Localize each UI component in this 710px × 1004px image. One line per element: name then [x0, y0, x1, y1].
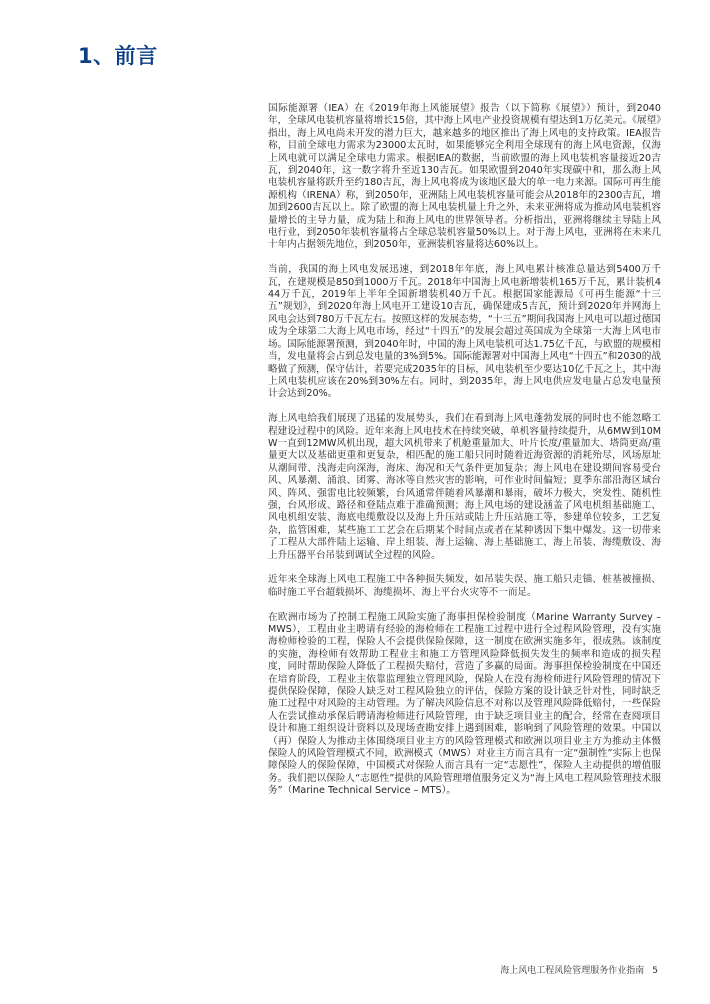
paragraph-mws-mts: 在欧洲市场为了控制工程施工风险实施了海事担保检验制度（Marine Warranty Survey – MWS），工程由业主聘请有经验的海检师在工程施工过程中进行全过程风险管理，没有实施海检师检验的工程，保险人不会提供保险保障，这一制度在欧洲实施多年，很成熟。该制度的实施，海检师有效帮助工程业主和施工方管理风险降低损失发生的频率和造成的损失程度，同时帮助保险人降低了工程损失赔付，营造了多赢的局面。海事担保检验制度在中国还在培育阶段，工程业主依靠监理独立管理风险，保险人在没有海检师进行风险管理的情况下提供保险保障，保险人缺乏对工程风险独立的评估，保险方案的设计缺乏针对性，同时缺乏施工过程中对风险的主动管理。为了解决风险信息不对称以及管理风险降低赔付，一些保险人在尝试推动承保后聘请海检师进行风险管理，由于缺乏项目业主的配合，经常在查阅项目设计和施工组织设计资料以及现场查勘安排上遇到困难，影响到了风险管理的效果。中国以（再）保险人为推动主体围绕项目业主方的风险管理模式和欧洲以项目业主方为推动主体慑保险人的风险管理模式不同，欧洲模式（MWS）对业主方而言具有一定“强制性”实际上也保障保险人的保险保障，中国模式对保险人而言具有一定“志愿性”，保险人主动提供的增值服务。我们把以保险人“志愿性”提供的风险管理增值服务定义为“海上风电工程风险管理技术服务”（Marine Technical Service – MTS）。 — [268, 611, 661, 797]
footer-title: 海上风电工程风险管理服务作业指南 — [500, 966, 645, 976]
paragraph-loss-examples: 近年来全球海上风电工程施工中各种损失频发，如吊装失误、施工船只走锚、桩基被撞损、临时施工平台超载损坏、海缆损坏、海上平台火灾等不一而足。 — [268, 574, 661, 598]
section-heading: 1、前言 — [78, 44, 158, 68]
paragraph-iea-outlook: 国际能源署（IEA）在《2019年海上风能展望》报告（以下简称《展望》）预计，到2040年，全球风电装机容量将增长15倍，其中海上风电产业投资规模有望达到1万亿美元。《展望》指出，海上风电尚未开发的潜力巨大，越来越多的地区推出了海上风电的支持政策。IEA报告称，目前全球电力需求为23000太瓦时，如果能够完全利用全球现有的海上风电资源，仅海上风电就可以满足全球电力需求。根据IEA的数据，当前欧盟的海上风电装机容量接近20吉瓦，到2040年，这一数字将升至近130吉瓦。如果欧盟到2040年实现碳中和，那么海上风电装机容量将跃升至约180吉瓦，海上风电将成为该地区最大的单一电力来源。国际可再生能源机构（IRENA）称，到2050年，亚洲陆上风电装机容量可能会从2018年的2300吉瓦，增加到2600吉瓦以上。除了欧盟的海上风电装机量上升之外，未来亚洲将成为推动风电装机容量增长的主导力量，成为陆上和海上风电的世界领导者。分析指出，亚洲将继续主导陆上风电行业，到2050年装机容量将占全球总装机容量50%以上。对于海上风电，亚洲将在未来几十年内占据领先地位，到2050年，亚洲装机容量将达60%以上。 — [268, 103, 661, 251]
page-number: 5 — [652, 966, 658, 976]
page-footer — [500, 963, 658, 976]
paragraph-construction-risks: 海上风电给我们展现了迅猛的发展势头，我们在看到海上风电蓬勃发展的同时也不能忽略工程建设过程中的风险。近年来海上风电技术在持续突破，单机容量持续提升，从6MW到10MW一直到12MW风机出现，超大风机带来了机舱重量加大、叶片长度/重量加大、塔筒更高/重量更大以及基础更重和更复杂，相匹配的施工船只同时随着近海资源的消耗殆尽，风场原址从潮间带、浅海走向深海，海床、海况和天气条件更加复杂；海上风电在建设期间容易受台风、风暴潮、涌浪、团雾、海冰等自然灾害的影响，可作业时间偏短；夏季东部沿海区域台风、阵风、强雷电比较频繁，台风通常伴随着风暴潮和暴雨，破坏力极大，突发性、随机性强，台风形成、路径和登陆点难于准确预测；海上风电场的建设涵盖了风电机组基础施工、风电机组安装、海底电缆敷设以及海上升压站或陆上升压站施工等，参建单位较多，工艺复杂，监管困难，某些施工工艺会在后期某个时间点或者在某种诱因下集中爆发。这一切带来了工程从大部件陆上运输、岸上组装、海上运输、海上基础施工、海上吊装、海缆敷设、海上升压器平台吊装到调试全过程的风险。 — [268, 413, 661, 561]
body-text-column — [268, 103, 661, 810]
paragraph-china-development: 当前，我国的海上风电发展迅速，到2018年年底，海上风电累计核准总量达到5400万千瓦，在建规模是850到1000万千瓦。2018年中国海上风电新增装机165万千瓦，累计装机444万千瓦，2019年上半年全国新增装机40万千瓦。根据国家能源局《可再生能源“十三五”规划》，到2020年海上风电开工建设10吉瓦，确保建成5吉瓦，预计到2020年并网海上风电会达到780万千瓦左右。按照这样的发展态势，“十三五”期间我国海上风电可以超过德国成为全球第二大海上风电市场，经过“十四五”的发展会超过英国成为全球第一大海上风电市场。国际能源署预测，到2040年时，中国的海上风电装机可达1.75亿千瓦，与欧盟的规模相当，发电量将会占到总发电量的3%到5%。国际能源署对中国海上风电“十四五”和2030的战略做了预测，保守估计，若要完成2035年的目标，风电装机至少要达10亿千瓦之上，其中海上风电装机应该在20%到30%左右。同时，到2035年，海上风电供应发电量占总发电量预计会达到20%。 — [268, 264, 661, 400]
